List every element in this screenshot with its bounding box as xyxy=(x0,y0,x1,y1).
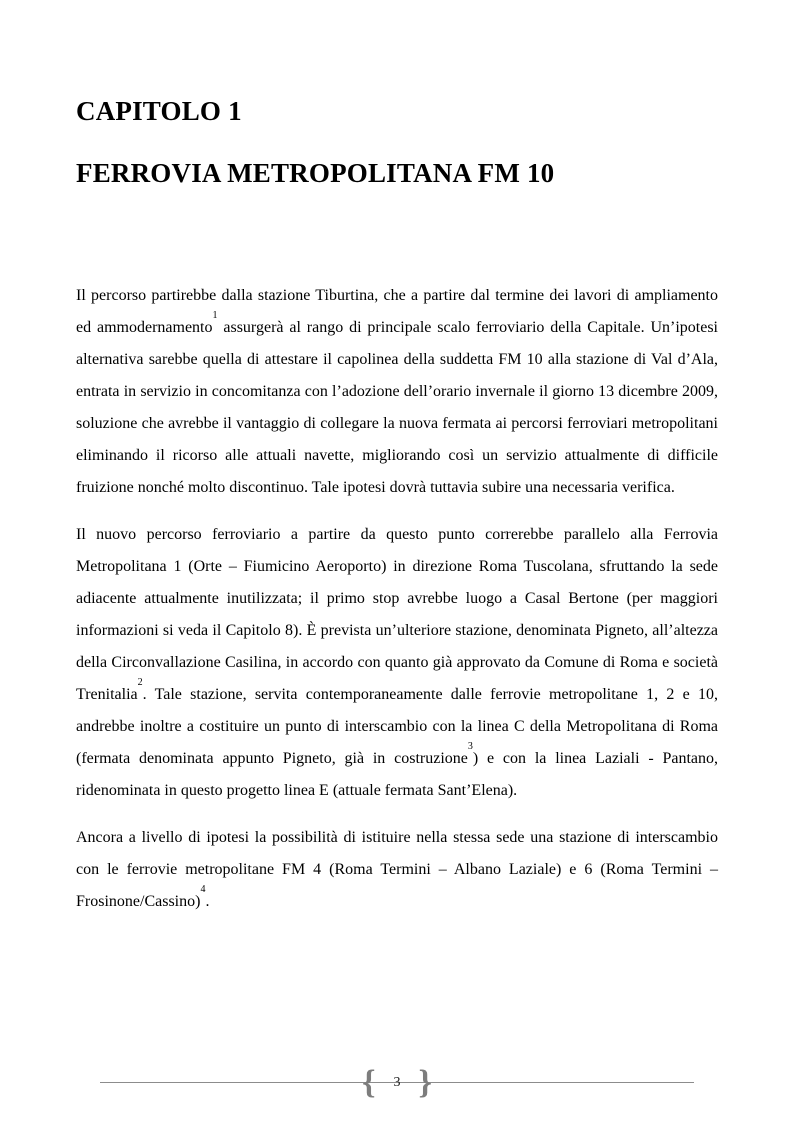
paragraph: Il percorso partirebbe dalla stazione Tiburtina, che a partire dal termine dei lavori di ampliamento ed ammodernamento$^1$ assurgerà al rango di principale scalo ferroviario della Capitale. Un’ipotesi alternativa sarebbe quella di attestare il capolinea della suddetta FM 10 alla stazione di Val d’Ala, entrata in servizio in concomitanza con l’adozione dell’orario invernale il giorno 13 dicembre 2009, soluzione che avrebbe il vantaggio di collegare la nuova fermata ai percorsi ferroviari metropolitani eliminando il ricorso alle attuali navette, migliorando così un servizio attualmente di difficile fruizione nonché molto discontinuo. Tale ipotesi dovrà tuttavia subire una necessaria verifica. xyxy=(76,286,718,496)
footnote-ref: 3 xyxy=(467,741,473,753)
page-number-right-brace-ornament: } xyxy=(418,1064,432,1101)
page-number-left-brace-ornament: { xyxy=(362,1064,376,1101)
footnote-ref: 4 xyxy=(200,884,206,896)
footnote-ref: 1 xyxy=(212,310,218,322)
page-footer xyxy=(100,1064,694,1101)
paragraph: Il nuovo percorso ferroviario a partire da questo punto correrebbe parallelo alla Ferrovia Metropolitana 1 (Orte – Fiumicino Aeroporto) in direzione Roma Tuscolana, sfruttando la sede adiacente attualmente inutilizzata; il primo stop avrebbe luogo a Casal Bertone (per maggiori informazioni si veda il Capitolo 8). È prevista un’ulteriore stazione, denominata Pigneto, all’altezza della Circonvallazione Casilina, in accordo con quanto già approvato da Comune di Roma e società Trenitalia$^2$. Tale stazione, servita contemporaneamente dalle ferrovie metropolitane 1, 2 e 10, andrebbe inoltre a costituire un punto di interscambio con la linea C della Metropolitana di Roma (fermata denominata appunto Pigneto, già in costruzione$^3$) e con la linea Laziali - Pantano, ridenominata in questo progetto linea E (attuale fermata Sant’Elena). xyxy=(76,525,719,799)
chapter-title: CAPITOLO 1 xyxy=(76,96,242,126)
chapter-subtitle: FERROVIA METROPOLITANA FM 10 xyxy=(76,158,555,189)
body-paragraphs xyxy=(76,280,718,918)
footnote-ref: 2 xyxy=(137,677,143,689)
page-number-group xyxy=(100,1064,694,1101)
page-content xyxy=(76,95,718,933)
paragraph: Ancora a livello di ipotesi la possibilità di istituire nella stessa sede una stazione di interscambio con le ferrovie metropolitane FM 4 (Roma Termini – Albano Laziale) e 6 (Roma Termini – Frosinone/Cassino)$^4$. xyxy=(76,828,718,910)
page-number: 3 xyxy=(393,1075,401,1090)
